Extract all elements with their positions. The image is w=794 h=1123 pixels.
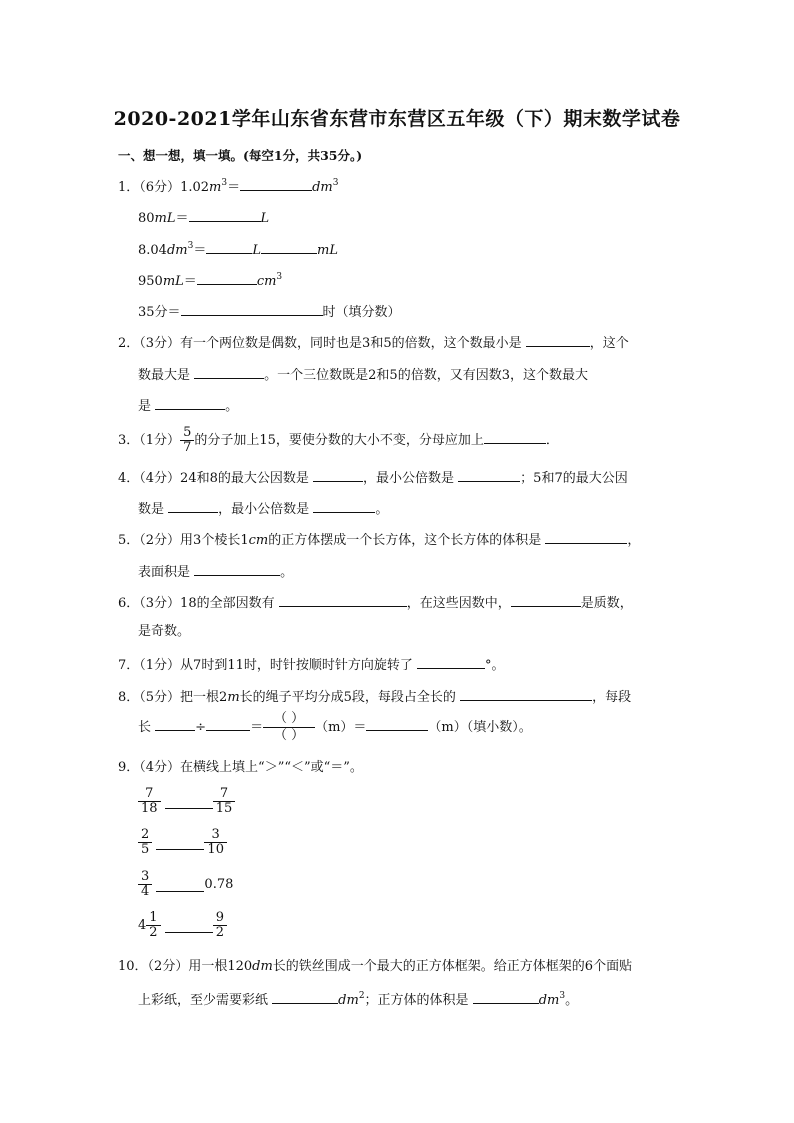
- question-4: 4．（4分）24和8的最大公因数是 ，最小公倍数是 ；5和7的最大公因: [118, 467, 628, 488]
- question-4-line-2: 数是 ，最小公倍数是 。: [138, 498, 388, 519]
- question-1-part-c: $8.04dm^3= L$ mL: [138, 241, 338, 258]
- answer-blank[interactable]: [155, 716, 195, 731]
- question-1: 1．（6分）$1.02m^3= dm^3$: [118, 178, 339, 195]
- question-6: 6．（3分）18的全部因数有 ，在这些因数中， 是质数，: [118, 592, 633, 613]
- answer-blank[interactable]: [206, 239, 252, 254]
- fraction: $\frac{5}{7}$: [180, 426, 194, 455]
- question-5-line-2: 表面积是 。: [138, 561, 293, 582]
- fraction-blank[interactable]: $\frac{( )}{( )}$: [263, 711, 315, 744]
- question-5: 5．（2分）用3个棱长1cm的正方体摆成一个长方体，这个长方体的体积是 ，: [118, 529, 640, 550]
- answer-blank[interactable]: [156, 877, 204, 892]
- question-1-part-b: 80mL＝ L: [138, 207, 269, 228]
- question-6-line-2: 是奇数。: [138, 624, 191, 639]
- answer-blank[interactable]: [313, 467, 363, 482]
- answer-blank[interactable]: [240, 176, 312, 191]
- question-1-part-e: 35分＝ 时（填分数）: [138, 301, 401, 322]
- answer-blank[interactable]: [526, 332, 590, 347]
- comparison-item: $\frac{2}{5}$ $\frac{3}{10}$: [138, 828, 227, 857]
- answer-blank[interactable]: [155, 395, 225, 410]
- answer-blank[interactable]: [366, 716, 428, 731]
- answer-blank[interactable]: [545, 529, 627, 544]
- question-1-part-d: $950mL= cm^3$: [138, 272, 283, 289]
- answer-blank[interactable]: [165, 794, 213, 809]
- answer-blank[interactable]: [189, 207, 261, 222]
- answer-blank[interactable]: [165, 918, 213, 933]
- question-3: 3．（1分） $\frac{5}{7}$ 的分子加上15，要使分数的大小不变，分母应加上 ．: [118, 425, 559, 455]
- question-10-line-2: 上彩纸，至少需要彩纸 $dm^2$；正方体的体积是 $dm^3$。: [138, 991, 579, 1008]
- comparison-item: $\frac{3}{4}$ 0.78: [138, 870, 233, 899]
- answer-blank[interactable]: [417, 654, 485, 669]
- answer-blank[interactable]: [168, 498, 218, 513]
- section-heading: 一、想一想，填一填。(每空1分，共35分。): [118, 148, 363, 163]
- answer-blank[interactable]: [458, 467, 520, 482]
- answer-blank[interactable]: [156, 835, 204, 850]
- answer-blank[interactable]: [484, 429, 546, 444]
- question-2-line-2: 数最大是 。一个三位数既是2和5的倍数，又有因数3，这个数最大: [138, 364, 588, 385]
- question-2-line-3: 是 。: [138, 395, 238, 416]
- question-10: 10．（2分）用一根120dm长的铁丝围成一个最大的正方体框架。给正方体框架的6个面贴: [118, 959, 633, 974]
- answer-blank[interactable]: [206, 716, 250, 731]
- page-title: 2020-2021学年山东省东营市东营区五年级（下）期末数学试卷: [113, 108, 681, 130]
- question-8: 8．（5分）把一根2m长的绳子平均分成5段，每段占全长的 ，每段: [118, 686, 631, 707]
- answer-blank[interactable]: [511, 592, 581, 607]
- answer-blank[interactable]: [181, 301, 323, 316]
- answer-blank[interactable]: [194, 364, 264, 379]
- answer-blank[interactable]: [194, 561, 280, 576]
- answer-blank[interactable]: [313, 498, 375, 513]
- answer-blank[interactable]: [272, 989, 338, 1004]
- answer-blank[interactable]: [261, 239, 317, 254]
- question-2: 2．（3分）有一个两位数是偶数，同时也是3和5的倍数，这个数最小是 ，这个: [118, 332, 629, 353]
- comparison-item: 4 $\frac{1}{2}$ $\frac{9}{2}$: [138, 911, 227, 940]
- answer-blank[interactable]: [460, 686, 592, 701]
- question-7: 7．（1分）从7时到11时，时针按顺时针方向旋转了 °。: [118, 654, 505, 675]
- comparison-item: $\frac{7}{18}$ $\frac{7}{15}$: [138, 787, 235, 816]
- answer-blank[interactable]: [473, 989, 539, 1004]
- answer-blank[interactable]: [197, 270, 257, 285]
- answer-blank[interactable]: [279, 592, 407, 607]
- question-8-line-2: 长 ÷ ＝ $\frac{( )}{( )}(m)= (m)$（填小数）。: [138, 711, 532, 743]
- question-9: 9．（4分）在横线上填上“＞”“＜”或“＝”。: [118, 760, 363, 775]
